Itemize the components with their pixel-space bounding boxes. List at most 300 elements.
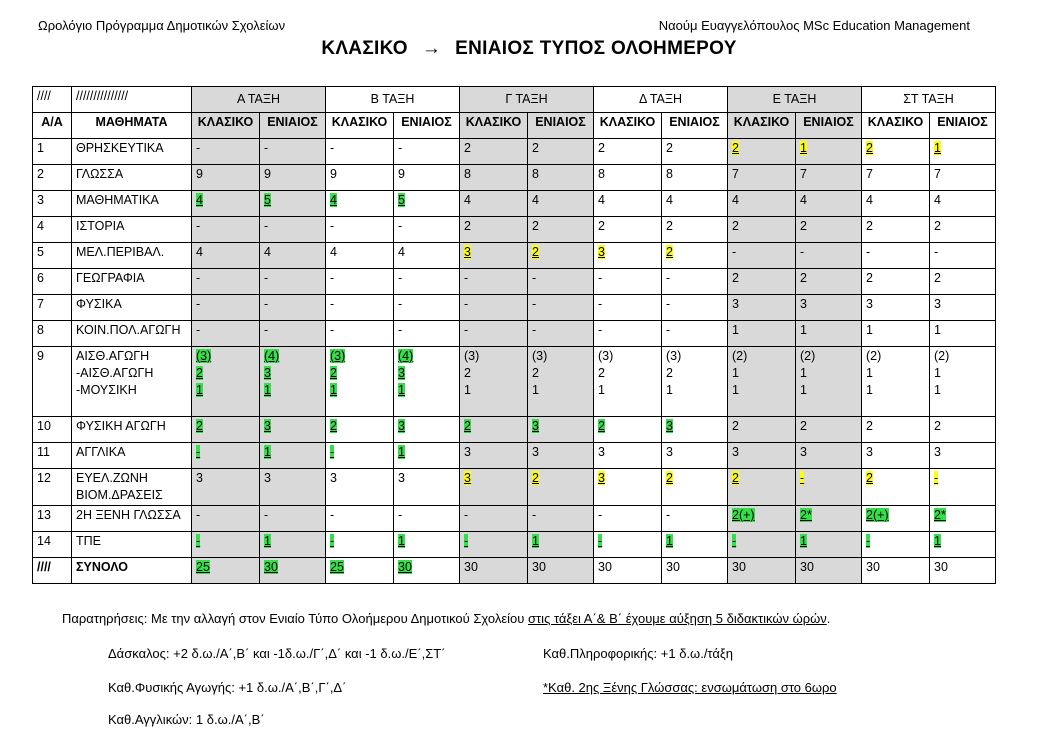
- row-number: 4: [33, 217, 72, 243]
- hours-cell: [192, 417, 260, 443]
- hours-value: [934, 140, 991, 157]
- hours-value: 3: [866, 297, 873, 311]
- hours-cell: [594, 165, 662, 191]
- column-header-row: [33, 113, 996, 139]
- hours-value: -: [264, 141, 269, 155]
- hours-value: -: [464, 508, 469, 522]
- hours-value: -: [330, 271, 335, 285]
- remark-underlined: στις τάξει Α΄& Β΄ έχουμε αύξηση 5 διδακτικών ώρών: [528, 611, 827, 626]
- highlight-mark: 1: [330, 383, 337, 397]
- hours-cell: [594, 347, 662, 417]
- hours-value: -: [464, 297, 469, 311]
- hours-cell: [528, 532, 594, 558]
- hours-value: [532, 418, 589, 435]
- hours-value: -: [264, 297, 269, 311]
- col-header-classic: ΚΛΑΣΙΚΟ: [326, 113, 394, 139]
- hours-cell: [796, 558, 862, 584]
- hours-value: [800, 507, 857, 524]
- hours-value: (2): [800, 349, 816, 363]
- hours-value: -: [598, 297, 603, 311]
- highlight-mark: 3: [464, 471, 471, 485]
- hours-value: 2: [532, 366, 539, 380]
- grade-header: Ε ΤΑΞΗ: [728, 87, 862, 113]
- hours-cell: [192, 243, 260, 269]
- hours-cell: [862, 191, 930, 217]
- highlight-mark: 1: [934, 534, 941, 548]
- hours-cell: [394, 165, 460, 191]
- hours-cell: [662, 347, 728, 417]
- hours-cell: [662, 469, 728, 506]
- hours-cell: [528, 417, 594, 443]
- hours-cell: [662, 417, 728, 443]
- hours-cell: [728, 506, 796, 532]
- hours-cell: [796, 321, 862, 347]
- subject-cell: [72, 191, 192, 217]
- hours-cell: [192, 469, 260, 506]
- hours-value: 3: [464, 445, 471, 459]
- grade-header-row: [33, 87, 996, 113]
- hours-cell: [528, 347, 594, 417]
- hours-value: 2: [800, 271, 807, 285]
- hours-value: -: [196, 297, 201, 311]
- hours-cell: [394, 443, 460, 469]
- subject-cell: [72, 217, 192, 243]
- hours-value: 1: [934, 323, 941, 337]
- highlight-mark: 1: [264, 383, 271, 397]
- hours-cell: [394, 243, 460, 269]
- highlight-mark: -: [866, 534, 871, 548]
- hours-value: 3: [598, 445, 605, 459]
- hours-cell: [728, 217, 796, 243]
- table-row: [33, 217, 996, 243]
- highlight-mark: 1: [398, 534, 405, 548]
- highlight-mark: 1: [398, 383, 405, 397]
- hours-value: [666, 533, 723, 550]
- hours-value: 30: [598, 560, 612, 574]
- subject-cell: [72, 321, 192, 347]
- hours-cell: [728, 165, 796, 191]
- note-it: Καθ.Πληροφορικής: +1 δ.ω./τάξη: [543, 646, 733, 661]
- hours-cell: [260, 139, 326, 165]
- hours-value: 2: [598, 366, 605, 380]
- hours-value: 2: [934, 419, 941, 433]
- hours-cell: [862, 269, 930, 295]
- hours-value: 1: [866, 383, 873, 397]
- hours-value: [732, 507, 791, 524]
- corner-cell-2: ///////////////: [72, 87, 192, 113]
- subject-cell: [72, 139, 192, 165]
- hours-value: [464, 244, 523, 261]
- hours-value: (2): [934, 349, 950, 363]
- subject-line: ΣΥΝΟΛΟ: [76, 560, 128, 574]
- hours-cell: [460, 165, 528, 191]
- page-title: [0, 38, 1058, 60]
- highlight-mark: (4): [264, 349, 280, 363]
- hours-cell: [930, 506, 996, 532]
- hours-value: -: [398, 219, 403, 233]
- hours-value: [196, 192, 255, 209]
- col-header-classic: ΚΛΑΣΙΚΟ: [460, 113, 528, 139]
- hours-value: [398, 533, 455, 550]
- hours-value: [732, 533, 791, 550]
- subject-line: -ΜΟΥΣΙΚΗ: [76, 383, 137, 397]
- hours-cell: [528, 443, 594, 469]
- highlight-mark: -: [800, 471, 805, 485]
- hours-cell: [930, 269, 996, 295]
- hours-value: 1: [732, 323, 739, 337]
- hours-cell: [930, 165, 996, 191]
- hours-value: -: [330, 297, 335, 311]
- hours-value: [264, 559, 321, 576]
- highlight-mark: 1: [532, 534, 539, 548]
- hours-cell: [728, 191, 796, 217]
- row-number: 7: [33, 295, 72, 321]
- hours-value: [866, 470, 925, 487]
- hours-cell: [326, 217, 394, 243]
- hours-cell: [192, 347, 260, 417]
- row-number: 9: [33, 347, 72, 417]
- col-header-aa: Α/Α: [33, 113, 72, 139]
- hours-cell: [728, 295, 796, 321]
- subject-cell: [72, 558, 192, 584]
- highlight-mark: 3: [666, 419, 673, 433]
- row-number: 2: [33, 165, 72, 191]
- hours-cell: [662, 321, 728, 347]
- header-left: Ωρολόγιο Πρόγραμμα Δημοτικών Σχολείων: [38, 18, 286, 33]
- grade-header: ΣΤ ΤΑΞΗ: [862, 87, 996, 113]
- hours-cell: [528, 165, 594, 191]
- highlight-mark: (4): [398, 349, 414, 363]
- hours-cell: [796, 506, 862, 532]
- highlight-mark: 3: [264, 419, 271, 433]
- highlight-mark: (3): [196, 349, 212, 363]
- hours-cell: [326, 165, 394, 191]
- hours-value: [464, 533, 523, 550]
- subject-cell: [72, 469, 192, 506]
- hours-cell: [326, 243, 394, 269]
- hours-cell: [260, 532, 326, 558]
- hours-value: [598, 418, 657, 435]
- note-teacher: Δάσκαλος: +2 δ.ω./Α΄,Β΄ και -1δ.ω./Γ΄,Δ΄ και -1 δ.ω./Ε΄,ΣΤ΄: [108, 646, 446, 661]
- table-row: [33, 243, 996, 269]
- hours-value: 2: [464, 366, 471, 380]
- subject-line: 2Η ΞΕΝΗ ΓΛΩΣΣΑ: [76, 508, 181, 522]
- hours-cell: [260, 506, 326, 532]
- highlight-mark: 2: [330, 419, 337, 433]
- hours-value: 4: [464, 193, 471, 207]
- subject-cell: [72, 165, 192, 191]
- hours-value: -: [330, 323, 335, 337]
- row-number: 3: [33, 191, 72, 217]
- hours-value: (2): [866, 349, 882, 363]
- hours-value: 4: [598, 193, 605, 207]
- highlight-mark: -: [934, 471, 939, 485]
- hours-cell: [460, 558, 528, 584]
- highlight-mark: 2: [330, 366, 337, 380]
- hours-cell: [796, 165, 862, 191]
- hours-value: [330, 559, 389, 576]
- hours-value: [532, 533, 589, 550]
- highlight-mark: -: [196, 445, 201, 459]
- hours-cell: [930, 469, 996, 506]
- hours-value: [264, 382, 321, 399]
- hours-cell: [594, 217, 662, 243]
- hours-value: 2: [866, 271, 873, 285]
- hours-cell: [796, 191, 862, 217]
- hours-cell: [326, 558, 394, 584]
- hours-cell: [326, 139, 394, 165]
- hours-cell: [662, 532, 728, 558]
- hours-value: -: [398, 508, 403, 522]
- col-header-unified: ΕΝΙΑΙΟΣ: [796, 113, 862, 139]
- subject-cell: [72, 347, 192, 417]
- hours-cell: [394, 295, 460, 321]
- hours-value: 4: [532, 193, 539, 207]
- hours-cell: [662, 243, 728, 269]
- hours-cell: [460, 269, 528, 295]
- hours-cell: [594, 443, 662, 469]
- hours-cell: [662, 191, 728, 217]
- hours-cell: [728, 417, 796, 443]
- hours-cell: [728, 321, 796, 347]
- hours-value: 1: [598, 383, 605, 397]
- hours-cell: [594, 295, 662, 321]
- arrow-right-icon: →: [421, 38, 442, 59]
- hours-value: [598, 244, 657, 261]
- highlight-mark: 5: [264, 193, 271, 207]
- hours-value: 7: [866, 167, 873, 181]
- hours-cell: [662, 139, 728, 165]
- hours-cell: [930, 417, 996, 443]
- hours-value: 3: [398, 471, 405, 485]
- subject-cell: [72, 243, 192, 269]
- hours-cell: [192, 217, 260, 243]
- hours-cell: [326, 532, 394, 558]
- hours-cell: [394, 469, 460, 506]
- hours-value: 9: [398, 167, 405, 181]
- hours-cell: [862, 558, 930, 584]
- hours-value: [330, 444, 389, 461]
- hours-value: 2: [800, 219, 807, 233]
- hours-value: -: [196, 323, 201, 337]
- hours-cell: [862, 443, 930, 469]
- hours-value: [532, 244, 589, 261]
- highlight-mark: 30: [398, 560, 412, 574]
- hours-value: 2: [464, 219, 471, 233]
- hours-value: [398, 444, 455, 461]
- hours-value: 30: [732, 560, 746, 574]
- hours-cell: [260, 165, 326, 191]
- hours-cell: [930, 532, 996, 558]
- hours-cell: [862, 469, 930, 506]
- table-row: [33, 506, 996, 532]
- hours-value: -: [800, 245, 805, 259]
- hours-cell: [728, 269, 796, 295]
- hours-value: 3: [732, 297, 739, 311]
- hours-cell: [796, 443, 862, 469]
- highlight-mark: 3: [398, 419, 405, 433]
- hours-value: [196, 444, 255, 461]
- col-header-unified: ΕΝΙΑΙΟΣ: [394, 113, 460, 139]
- highlight-mark: 1: [398, 445, 405, 459]
- highlight-mark: 4: [330, 193, 337, 207]
- subject-line: ΒΙΟΜ.ΔΡΑΣΕΙΣ: [76, 488, 163, 502]
- remark: [62, 611, 830, 626]
- highlight-mark: 2(+): [732, 508, 755, 522]
- row-number: 6: [33, 269, 72, 295]
- hours-value: -: [398, 271, 403, 285]
- hours-value: 4: [330, 245, 337, 259]
- hours-value: -: [464, 323, 469, 337]
- subject-cell: [72, 532, 192, 558]
- table-row: [33, 139, 996, 165]
- hours-cell: [260, 469, 326, 506]
- subject-line: ΦΥΣΙΚΗ ΑΓΩΓΗ: [76, 419, 166, 433]
- hours-cell: [460, 243, 528, 269]
- hours-cell: [394, 558, 460, 584]
- hours-value: [196, 365, 255, 382]
- hours-cell: [326, 295, 394, 321]
- subject-line: ΤΠΕ: [76, 534, 101, 548]
- hours-value: -: [866, 245, 871, 259]
- hours-cell: [594, 558, 662, 584]
- hours-value: [264, 418, 321, 435]
- hours-cell: [326, 443, 394, 469]
- header-right: Ναούμ Ευαγγελόπουλος MSc Education Management: [658, 18, 970, 33]
- highlight-mark: 5: [398, 193, 405, 207]
- highlight-mark: 2: [532, 245, 539, 259]
- subject-line: ΦΥΣΙΚΑ: [76, 297, 122, 311]
- hours-value: 2: [732, 219, 739, 233]
- col-header-classic: ΚΛΑΣΙΚΟ: [192, 113, 260, 139]
- hours-value: [398, 418, 455, 435]
- hours-value: -: [264, 271, 269, 285]
- subject-cell: [72, 269, 192, 295]
- hours-value: 3: [264, 471, 271, 485]
- hours-cell: [192, 443, 260, 469]
- highlight-mark: 2: [598, 419, 605, 433]
- highlight-mark: 2: [464, 419, 471, 433]
- hours-value: 4: [666, 193, 673, 207]
- hours-value: [196, 348, 255, 365]
- hours-value: 7: [800, 167, 807, 181]
- hours-value: 3: [866, 445, 873, 459]
- hours-value: [934, 507, 991, 524]
- hours-value: 30: [532, 560, 546, 574]
- hours-value: [866, 507, 925, 524]
- hours-value: [330, 533, 389, 550]
- hours-cell: [594, 469, 662, 506]
- hours-value: [196, 418, 255, 435]
- hours-cell: [930, 191, 996, 217]
- hours-cell: [796, 139, 862, 165]
- highlight-mark: 2: [866, 141, 873, 155]
- hours-cell: [728, 243, 796, 269]
- hours-cell: [528, 139, 594, 165]
- highlight-mark: 2(+): [866, 508, 889, 522]
- hours-value: 7: [732, 167, 739, 181]
- subject-cell: [72, 417, 192, 443]
- hours-value: 1: [666, 383, 673, 397]
- hours-cell: [460, 506, 528, 532]
- hours-cell: [460, 191, 528, 217]
- hours-value: -: [598, 508, 603, 522]
- hours-value: [398, 559, 455, 576]
- hours-value: 8: [532, 167, 539, 181]
- hours-cell: [930, 139, 996, 165]
- hours-cell: [260, 191, 326, 217]
- hours-value: 4: [934, 193, 941, 207]
- hours-cell: [394, 139, 460, 165]
- hours-value: -: [264, 323, 269, 337]
- hours-value: 2: [666, 219, 673, 233]
- hours-value: [398, 382, 455, 399]
- remark-prefix: Παρατηρήσεις: Με την αλλαγή στον Ενιαίο Τύπο Ολοήμερου Δημοτικού Σχολείου: [62, 611, 529, 626]
- hours-value: (3): [666, 349, 682, 363]
- hours-value: -: [598, 323, 603, 337]
- hours-cell: [796, 417, 862, 443]
- row-number: ////: [33, 558, 72, 584]
- hours-value: 30: [800, 560, 814, 574]
- hours-cell: [192, 191, 260, 217]
- hours-value: (3): [464, 349, 480, 363]
- hours-cell: [394, 321, 460, 347]
- grade-header: Β ΤΑΞΗ: [326, 87, 460, 113]
- hours-value: [264, 533, 321, 550]
- hours-cell: [796, 217, 862, 243]
- subject-line: ΙΣΤΟΡΙΑ: [76, 219, 125, 233]
- hours-value: 2: [666, 366, 673, 380]
- hours-cell: [460, 295, 528, 321]
- hours-value: [866, 533, 925, 550]
- hours-value: 1: [934, 366, 941, 380]
- subject-line: ΓΕΩΓΡΑΦΙΑ: [76, 271, 145, 285]
- corner-cell-1: ////: [33, 87, 72, 113]
- hours-cell: [394, 269, 460, 295]
- hours-cell: [862, 417, 930, 443]
- hours-cell: [662, 295, 728, 321]
- highlight-mark: 2: [196, 419, 203, 433]
- hours-value: [866, 140, 925, 157]
- highlight-mark: -: [464, 534, 469, 548]
- hours-value: [264, 348, 321, 365]
- hours-value: [666, 418, 723, 435]
- row-number: 5: [33, 243, 72, 269]
- table-row: [33, 417, 996, 443]
- hours-cell: [594, 191, 662, 217]
- hours-value: [532, 470, 589, 487]
- hours-value: 9: [196, 167, 203, 181]
- highlight-mark: 2: [196, 366, 203, 380]
- hours-value: -: [330, 219, 335, 233]
- table-row: [33, 532, 996, 558]
- highlight-mark: 2: [732, 141, 739, 155]
- subject-line: ΘΡΗΣΚΕΥΤΙΚΑ: [76, 141, 164, 155]
- hours-cell: [528, 469, 594, 506]
- hours-value: 1: [866, 366, 873, 380]
- hours-value: [666, 244, 723, 261]
- highlight-mark: 3: [598, 245, 605, 259]
- hours-value: 4: [196, 245, 203, 259]
- hours-cell: [594, 139, 662, 165]
- highlight-mark: -: [330, 534, 335, 548]
- hours-value: 1: [732, 366, 739, 380]
- hours-value: [330, 418, 389, 435]
- hours-value: 2: [800, 419, 807, 433]
- col-header-subject: ΜΑΘΗΜΑΤΑ: [72, 113, 192, 139]
- hours-cell: [930, 243, 996, 269]
- hours-cell: [192, 532, 260, 558]
